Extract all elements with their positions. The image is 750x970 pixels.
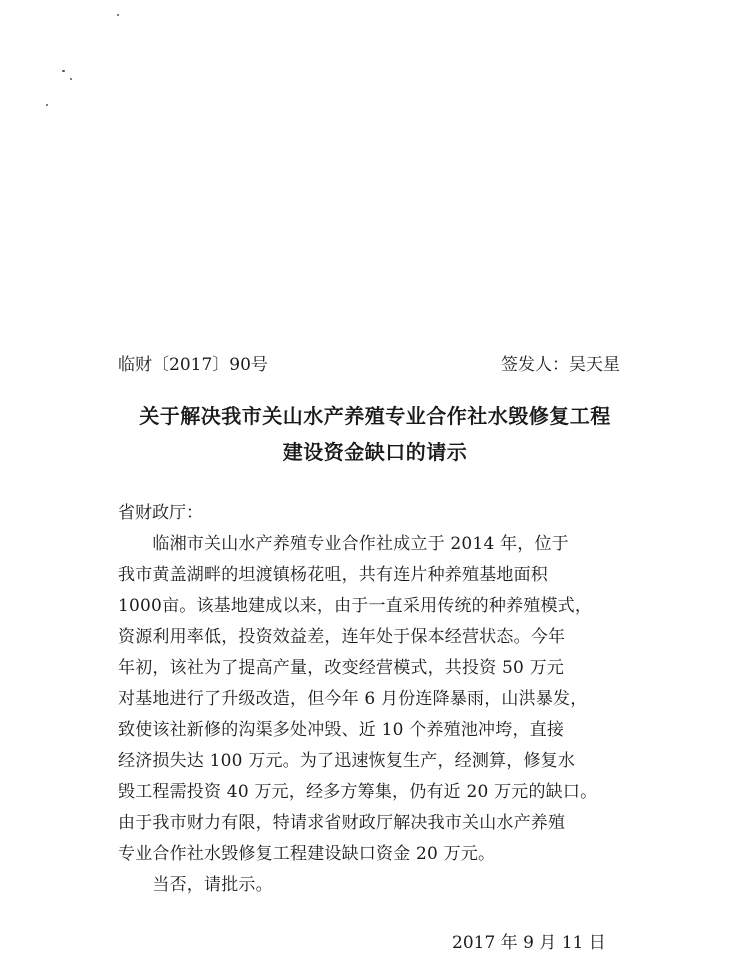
body-line: 经济损失达 100 万元。为了迅速恢复生产，经测算，修复水 — [118, 751, 576, 771]
scan-speck — [70, 78, 72, 80]
body-line: 我市黄盖湖畔的坦渡镇杨花咀，共有连片种养殖基地面积 — [118, 565, 548, 585]
body-line: 毁工程需投资 40 万元，经多方筹集，仍有近 20 万元的缺口。 — [118, 782, 598, 802]
body-line: 专业合作社水毁修复工程建设缺口资金 20 万元。 — [118, 844, 496, 864]
signer: 签发人：吴天星 — [501, 355, 620, 375]
body-line: 临湘市关山水产养殖专业合作社成立于 2014 年，位于 — [118, 534, 569, 554]
document-number: 临财〔2017〕90号 — [118, 355, 268, 375]
salutation: 省财政厅： — [118, 503, 203, 523]
title-line-2: 建设资金缺口的请示 — [282, 440, 468, 464]
body-line: 由于我市财力有限，特请求省财政厅解决我市关山水产养殖 — [118, 813, 566, 833]
document-reference-line — [118, 352, 638, 378]
body-line: 致使该社新修的沟渠多处冲毁、近 10 个养殖池冲垮，直接 — [118, 720, 565, 740]
body-line: 当否，请批示。 — [118, 875, 273, 895]
document-title — [90, 398, 660, 470]
scan-speck — [62, 70, 65, 72]
body-line: 对基地进行了升级改造，但今年 6 月份连降暴雨，山洪暴发， — [118, 689, 588, 709]
body-line: 1000亩。该基地建成以来，由于一直采用传统的种养殖模式， — [118, 596, 593, 616]
title-line-1: 关于解决我市关山水产养殖专业合作社水毁修复工程 — [139, 404, 611, 428]
body-line: 年初，该社为了提高产量，改变经营模式，共投资 50 万元 — [118, 658, 565, 678]
body-line: 资源利用率低，投资效益差，连年处于保本经营状态。今年 — [118, 627, 566, 647]
document-date: 2017 年 9 月 11 日 — [452, 933, 606, 953]
scan-speck — [117, 14, 119, 16]
scan-speck — [46, 104, 48, 106]
